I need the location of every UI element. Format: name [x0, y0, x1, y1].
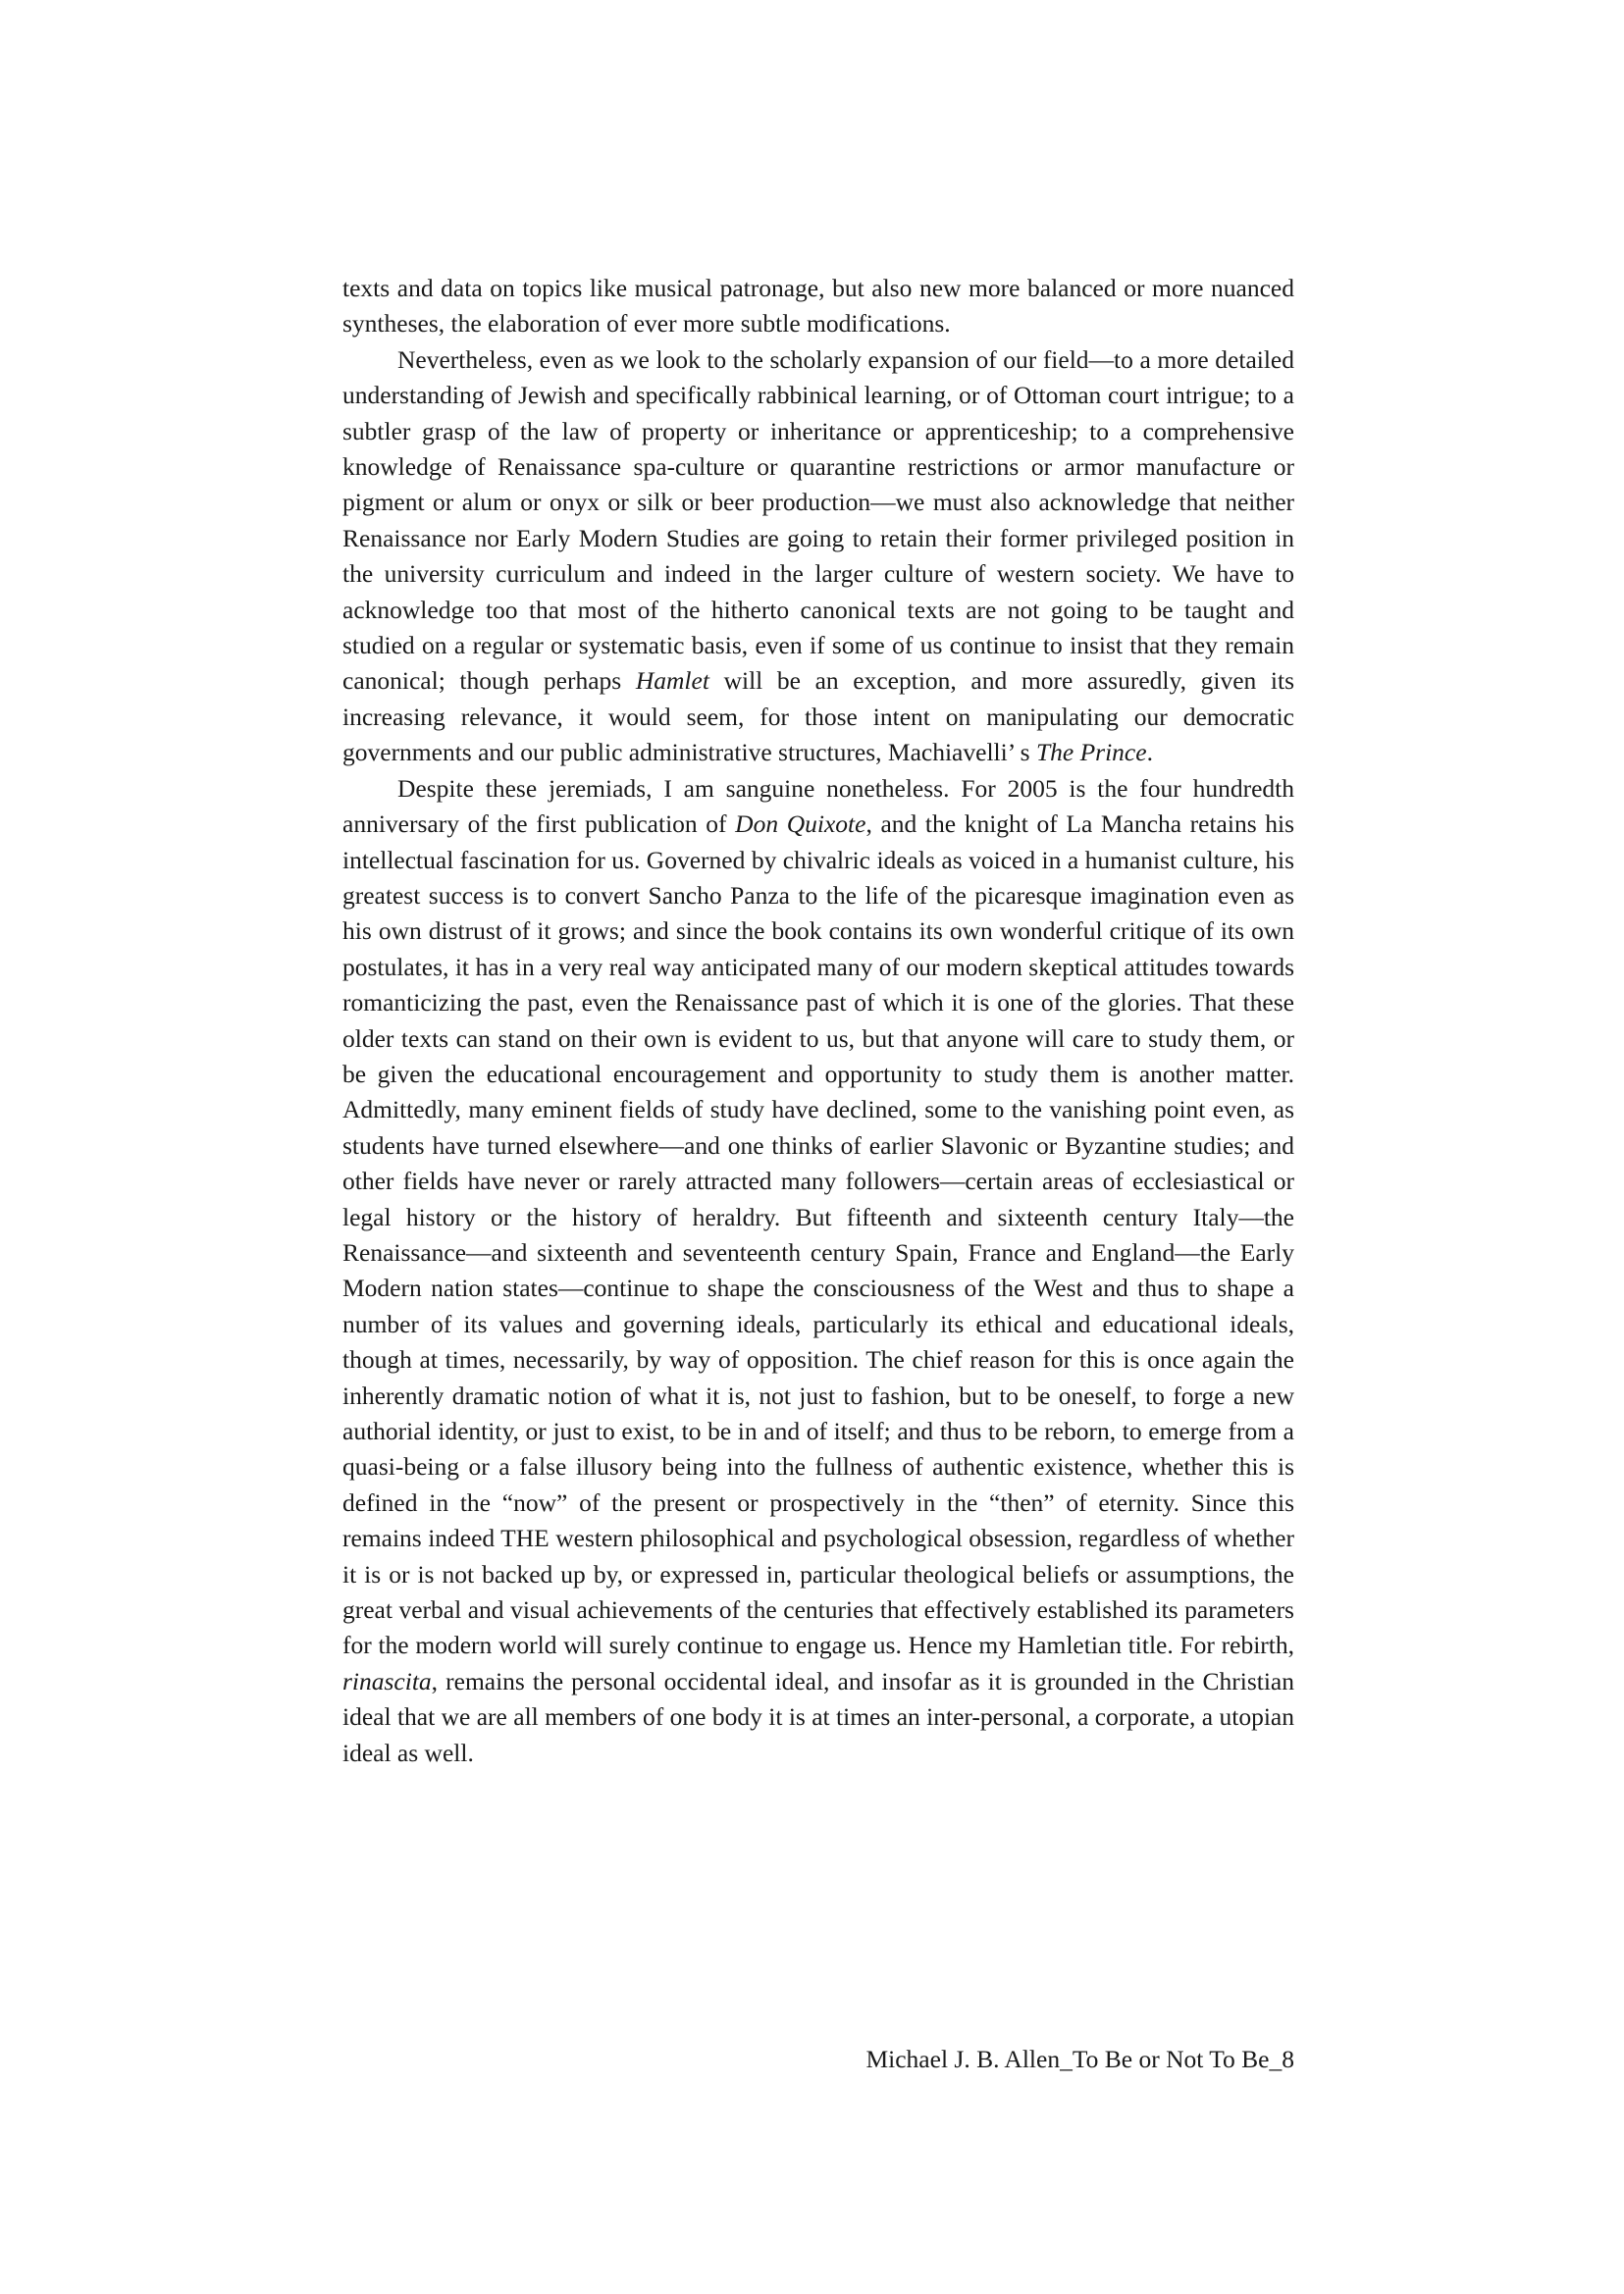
italic-title: rinascita	[342, 1666, 432, 1695]
text-run: Nevertheless, even as we look to the scholarly expansion of our field—to a more detailed understanding of Jewish and specifically rabbinical learning, or of Ottoman court intrigue; to a subtler grasp of the law of property or inheritance or apprenticeship; to a comprehensive knowledge of Renaissance spa-culture or quarantine restrictions or armor manufacture or pigment or alum or onyx or silk or beer production—we must also acknowledge that neither Renaissance nor Early Modern Studies are going to retain their former privileged position in the university curriculum and indeed in the larger culture of western society. We have to acknowledge too that most of the hitherto canonical texts are not going to be taught and studied on a regular or systematic basis, even if some of us continue to insist that they remain canonical; though perhaps	[342, 344, 1294, 696]
paragraph-3	[342, 771, 1294, 1771]
italic-title: The Prince	[1035, 738, 1147, 767]
italic-title: Hamlet	[635, 666, 709, 696]
text-run: , remains the personal occidental ideal, and insofar as it is grounded in the Christian ideal that we are all members of one body it is at times an inter-personal, a corporate, a utopian ideal as well.	[342, 1666, 1294, 1767]
page-footer: Michael J. B. Allen_To Be or Not To Be_8	[865, 2045, 1294, 2073]
text-run: texts and data on topics like musical patronage, but also new more balanced or more nuanced syntheses, the elaboration of ever more subtle modifications.	[342, 274, 1294, 339]
text-run: will be an exception, and more assuredly, given its increasing relevance, it would seem, for those intent on manipulating our democratic governments and our public administrative structures, Machiavelli’ s	[342, 666, 1294, 767]
paragraph-2	[342, 342, 1294, 771]
text-run: .	[1146, 738, 1153, 767]
paragraph-1	[342, 271, 1294, 342]
italic-title: Don Quixote	[735, 809, 866, 839]
body-text	[342, 271, 1294, 1771]
text-run: , and the knight of La Mancha retains his intellectual fascination for us. Governed by chivalric ideals as voiced in a humanist culture, his greatest success is to convert Sancho Panza to the life of the picaresque imagination even as his own distrust of it grows; and since the book contains its own wonderful critique of its own postulates, it has in a very real way anticipated many of our modern skeptical attitudes towards romanticizing the past, even the Renaissance past of which it is one of the glories. That these older texts can stand on their own is evident to us, but that anyone will care to study them, or be given the educational encouragement and opportunity to study them is another matter. Admittedly, many eminent fields of study have declined, some to the vanishing point even, as students have turned elsewhere—and one thinks of earlier Slavonic or Byzantine studies; and other fields have never or rarely attracted many followers—certain areas of ecclesiastical or legal history or the history of heraldry. But fifteenth and sixteenth century Italy—the Renaissance—and sixteenth and seventeenth century Spain, France and England—the Early Modern nation states—continue to shape the consciousness of the West and thus to shape a number of its values and governing ideals, particularly its ethical and educational ideals, though at times, necessarily, by way of opposition. The chief reason for this is once again the inherently dramatic notion of what it is, not just to fashion, but to be oneself, to forge a new authorial identity, or just to exist, to be in and of itself; and thus to be reborn, to emerge from a quasi-being or a false illusory being into the fullness of authentic existence, whether this is defined in the “now” of the present or prospectively in the “then” of eternity. Since this remains indeed THE western philosophical and psychological obsession, regardless of whether it is or is not backed up by, or expressed in, particular theological beliefs or assumptions, the great verbal and visual achievements of the centuries that effectively established its parameters for the modern world will surely continue to engage us. Hence my Hamletian title. For rebirth,	[342, 809, 1295, 1660]
text-run: Despite these jeremiads, I am sanguine nonetheless. For 2005 is the four hundredth anniversary of the first publication of	[342, 773, 1294, 839]
